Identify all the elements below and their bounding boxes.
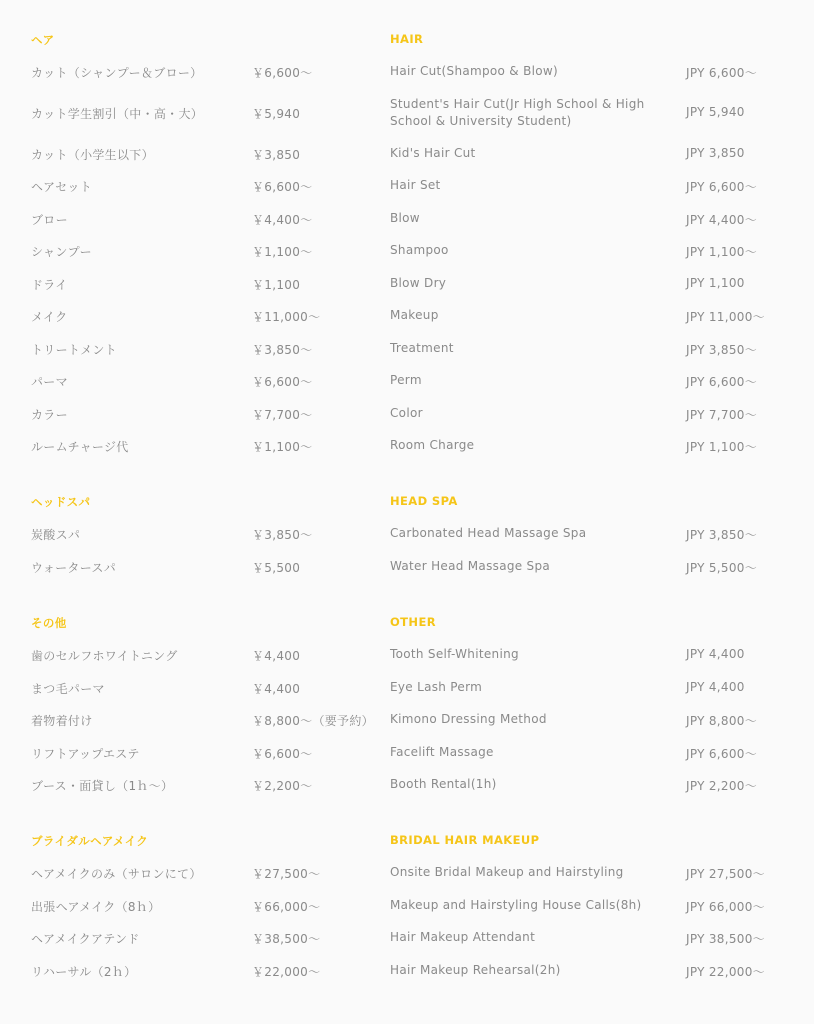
- item-name: Hair Set: [390, 178, 441, 192]
- item-price: ￥3,850～: [252, 528, 313, 542]
- item-name: ルームチャージ代: [31, 440, 129, 454]
- item-name: リフトアップエステ: [31, 747, 140, 761]
- item-name: Hair Cut(Shampoo & Blow): [390, 64, 558, 78]
- item-price: JPY 6,600～: [686, 375, 758, 389]
- item-name: ウォータースパ: [31, 561, 117, 575]
- item-name: カット（小学生以下）: [31, 148, 154, 162]
- item-price: JPY 6,600～: [686, 747, 758, 761]
- item-name: Perm: [390, 373, 422, 387]
- item-price: ￥1,100: [252, 278, 301, 292]
- item-name: カット（シャンプー＆ブロー）: [31, 66, 203, 80]
- item-price: JPY 4,400～: [686, 213, 758, 227]
- item-price: ￥5,940: [252, 107, 301, 121]
- item-name: Booth Rental(1h): [390, 777, 497, 791]
- section-heading: HEAD SPA: [390, 494, 458, 508]
- section-heading: HAIR: [390, 32, 424, 46]
- item-price: JPY 22,000～: [686, 965, 765, 979]
- section-heading: ブライダルヘアメイク: [31, 834, 149, 848]
- item-price: ￥22,000～: [252, 965, 321, 979]
- item-name: 着物着付け: [31, 714, 93, 728]
- item-price: JPY 11,000～: [686, 310, 765, 324]
- item-name: Shampoo: [390, 243, 449, 257]
- item-price: JPY 5,940: [686, 105, 745, 119]
- item-name: Tooth Self-Whitening: [390, 647, 519, 661]
- item-price: ￥7,700～: [252, 408, 313, 422]
- item-price: JPY 7,700～: [686, 408, 758, 422]
- item-name: Water Head Massage Spa: [390, 559, 551, 573]
- item-name: パーマ: [31, 375, 68, 389]
- item-name: リハーサル（2ｈ）: [31, 965, 137, 979]
- item-price: ￥38,500～: [252, 932, 321, 946]
- item-name: Onsite Bridal Makeup and Hairstyling: [390, 865, 624, 879]
- item-name: Eye Lash Perm: [390, 680, 483, 694]
- item-name: Color: [390, 406, 423, 420]
- item-name: ヘアセット: [31, 180, 93, 194]
- item-price: JPY 66,000～: [686, 900, 765, 914]
- item-price: JPY 6,600～: [686, 180, 758, 194]
- section-heading: OTHER: [390, 615, 436, 629]
- item-name: シャンプー: [31, 245, 92, 259]
- item-name: Blow Dry: [390, 276, 447, 290]
- item-name: メイク: [31, 310, 68, 324]
- item-name: 歯のセルフホワイトニング: [31, 649, 178, 663]
- item-price: JPY 1,100～: [686, 245, 758, 259]
- item-name: トリートメント: [31, 343, 117, 357]
- item-name: 出張ヘアメイク（8ｈ）: [31, 900, 161, 914]
- item-price: ￥6,600～: [252, 66, 313, 80]
- section-heading: BRIDAL HAIR MAKEUP: [390, 833, 540, 847]
- item-price: ￥6,600～: [252, 180, 313, 194]
- item-name: ブロー: [31, 213, 68, 227]
- item-name: 炭酸スパ: [31, 528, 81, 542]
- item-price: ￥5,500: [252, 561, 301, 575]
- item-name: Hair Makeup Rehearsal(2h): [390, 963, 561, 977]
- item-price: ￥11,000～: [252, 310, 321, 324]
- section-heading: ヘア: [31, 33, 55, 47]
- item-price: JPY 1,100: [686, 276, 745, 290]
- item-price: JPY 1,100～: [686, 440, 758, 454]
- item-price: ￥6,600～: [252, 375, 313, 389]
- item-price: ￥1,100～: [252, 440, 313, 454]
- item-price: JPY 3,850～: [686, 343, 758, 357]
- item-name: Blow: [390, 211, 420, 225]
- item-name: Treatment: [390, 341, 454, 355]
- item-price: JPY 27,500～: [686, 867, 765, 881]
- section-heading: ヘッドスパ: [31, 495, 91, 509]
- item-name: ドライ: [31, 278, 68, 292]
- item-name: Facelift Massage: [390, 745, 494, 759]
- item-name: Student's Hair Cut(Jr High School & High School & University Student): [390, 97, 645, 128]
- item-name: Makeup and Hairstyling House Calls(8h): [390, 898, 642, 912]
- item-price: ￥1,100～: [252, 245, 313, 259]
- item-price: ￥66,000～: [252, 900, 321, 914]
- item-name: Kimono Dressing Method: [390, 712, 547, 726]
- item-name: カット学生割引（中・高・大）: [31, 107, 204, 121]
- item-price: ￥2,200～: [252, 779, 313, 793]
- item-price: ￥4,400: [252, 682, 301, 696]
- item-price: JPY 2,200～: [686, 779, 758, 793]
- item-price: JPY 8,800～: [686, 714, 758, 728]
- item-name: Makeup: [390, 308, 439, 322]
- item-price: JPY 4,400: [686, 680, 745, 694]
- item-price: JPY 3,850～: [686, 528, 758, 542]
- item-price: JPY 38,500～: [686, 932, 765, 946]
- item-name: Carbonated Head Massage Spa: [390, 526, 587, 540]
- item-name: ヘアメイクアテンド: [31, 932, 140, 946]
- item-name: カラー: [31, 408, 68, 422]
- item-name: Room Charge: [390, 438, 475, 452]
- section-heading: その他: [31, 616, 67, 630]
- item-price: ￥27,500～: [252, 867, 321, 881]
- item-name: ヘアメイクのみ（サロンにて）: [31, 867, 202, 881]
- item-price: ￥3,850: [252, 148, 301, 162]
- item-name: ブース・面貸し（1ｈ～）: [31, 779, 174, 793]
- item-price: ￥8,800～（要予約）: [252, 714, 374, 728]
- item-price: JPY 6,600～: [686, 66, 758, 80]
- item-name: まつ毛パーマ: [31, 682, 105, 696]
- item-price: ￥6,600～: [252, 747, 313, 761]
- item-price: ￥3,850～: [252, 343, 313, 357]
- item-price: ￥4,400: [252, 649, 301, 663]
- item-name: Hair Makeup Attendant: [390, 930, 536, 944]
- item-price: JPY 4,400: [686, 647, 745, 661]
- item-name: Kid's Hair Cut: [390, 146, 476, 160]
- item-price: JPY 5,500～: [686, 561, 758, 575]
- item-price: JPY 3,850: [686, 146, 745, 160]
- item-price: ￥4,400～: [252, 213, 313, 227]
